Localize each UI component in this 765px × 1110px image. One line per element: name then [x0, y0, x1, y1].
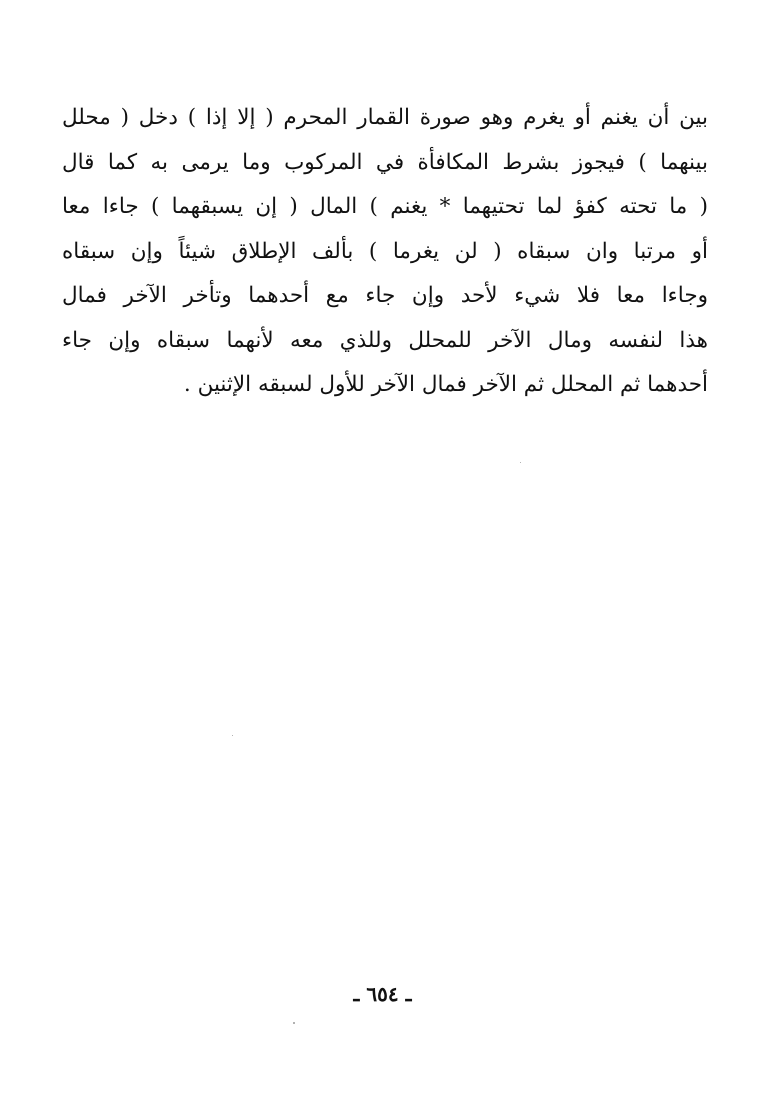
page-number: ـ ٦٥٤ ـ — [353, 982, 412, 1006]
scan-speck — [293, 1022, 295, 1024]
text-line-3: ( ما تحته كفؤ لما تحتيهما * يغنم ) المال ( إن يسبقهما ) جاءا معا — [62, 194, 708, 219]
scan-speck — [232, 735, 233, 736]
body-text — [62, 96, 708, 408]
text-line-7: أحدهما ثم المحلل ثم الآخر فمال الآخر للأول لسبقه الإثنين . — [183, 372, 708, 397]
text-line-4: أو مرتبا وان سبقاه ( لن يغرما ) بألف الإطلاق شيئاً وإن سبقاه — [62, 238, 708, 264]
text-line-2: بينهما ) فيجوز بشرط المكافأة في المركوب وما يرمى به كما قال — [62, 149, 708, 175]
text-line-5: وجاءا معا فلا شيء لأحد وإن جاء مع أحدهما وتأخر الآخر فمال — [62, 283, 708, 308]
scan-speck — [520, 462, 521, 463]
text-line-6: هذا لنفسه ومال الآخر للمحلل وللذي معه لأنهما سبقاه وإن جاء — [62, 327, 708, 353]
text-line-1: بين أن يغنم أو يغرم وهو صورة القمار المحرم ( إلا إذا ) دخل ( محلل — [62, 105, 708, 130]
